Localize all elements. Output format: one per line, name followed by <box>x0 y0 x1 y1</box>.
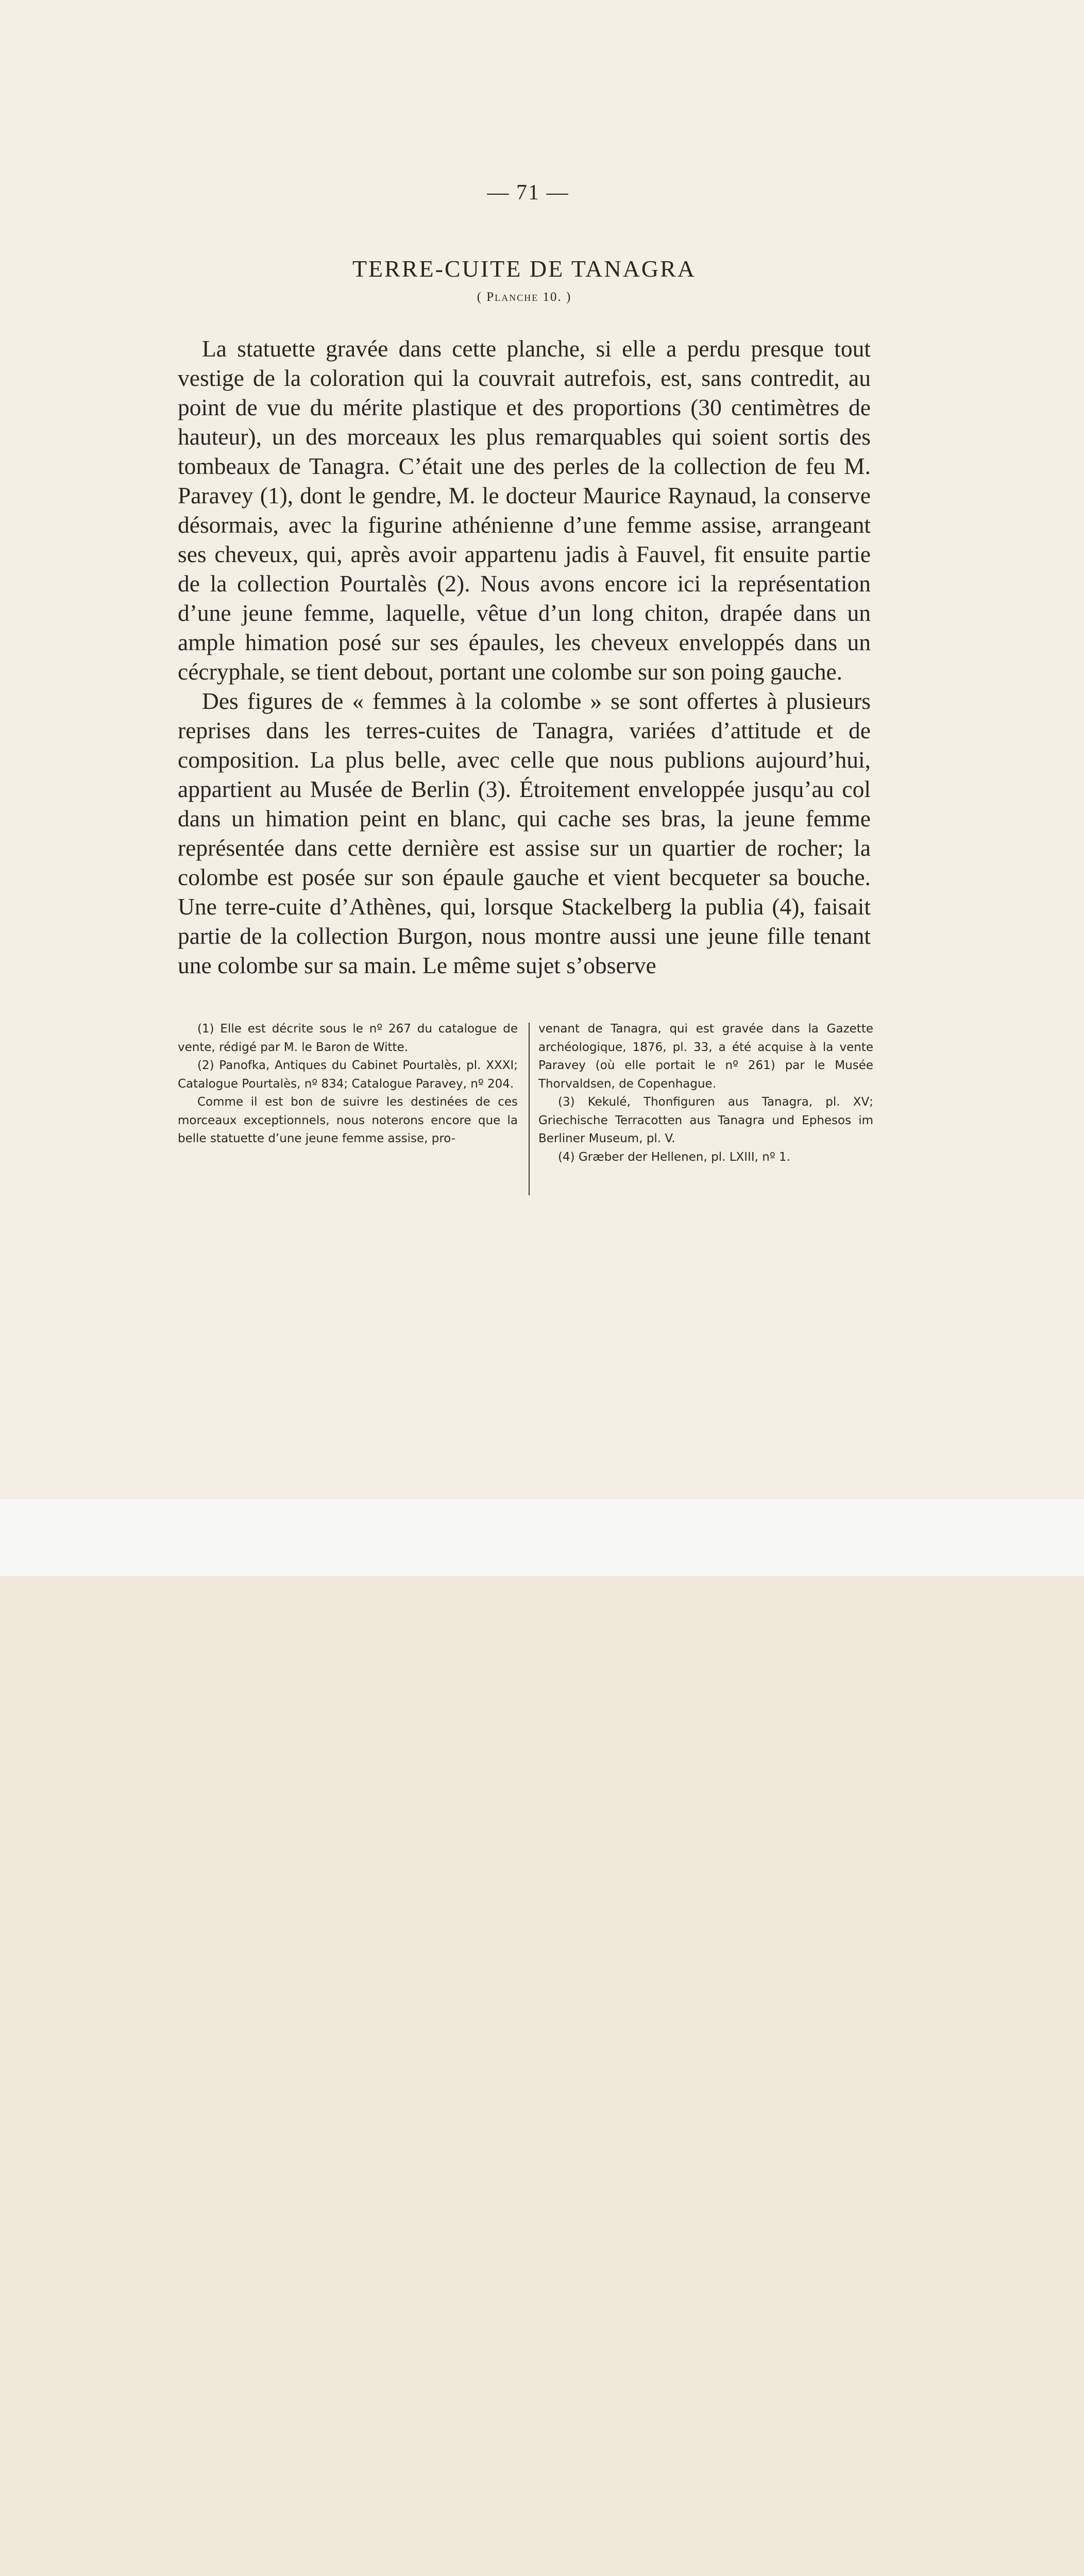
footnote-2-continued: Comme il est bon de suivre les destinées de ces morceaux exceptionnels, nous noterons encore que la belle statuette d’une jeune femme assise, pro- <box>178 1095 518 1145</box>
footnote-2: (2) Panofka, Antiques du Cabinet Pourtalès, pl. XXXI; Catalogue Pourtalès, nº 834; Catalogue Paravey, nº 204. <box>178 1059 518 1091</box>
footnote-2-end: venant de Tanagra, qui est gravée dans la Gazette archéologique, 1876, pl. 33, a été acquise à la vente Paravey (où elle portait le nº 261) par le Musée Thorvaldsen, de Copenhague. <box>538 1022 873 1091</box>
footnote-3: (3) Kekulé, Thonfiguren aus Tanagra, pl. XV; Griechische Terracotten aus Tanagra und Ephesos im Berliner Museum, pl. V. <box>538 1095 873 1145</box>
footnote-1: (1) Elle est décrite sous le nº 267 du catalogue de vente, rédigé par M. le Baron de Witte. <box>178 1022 518 1054</box>
body-paragraph-1: La statuette gravée dans cette planche, si elle a perdu presque tout vestige de la coloration qui la couvrait autrefois, est, sans contredit, au point de vue du mérite plastique et des proportions (30 centimètres de hauteur), un des morceaux les plus remarquables qui soient sortis des tombeaux de Tanagra. C’était une des perles de la collection de feu M. Paravey (1), dont le gendre, M. le docteur Maurice Raynaud, la conserve désormais, avec la figurine athénienne d’une femme assise, arrangeant ses cheveux, qui, après avoir appartenu jadis à Fauvel, fit ensuite partie de la collection Pourtalès (2). Nous avons encore ici la représentation d’une jeune femme, laquelle, vêtue d’un long chiton, drapée dans un ample himation posé sur ses épaules, les cheveux enveloppés dans un cécryphale, se tient debout, portant une colombe sur son poing gauche. <box>178 335 871 685</box>
footnote-4: (4) Græber der Hellenen, pl. LXIII, nº 1. <box>558 1150 790 1164</box>
body-paragraph-2: Des figures de « femmes à la colombe » se sont offertes à plusieurs reprises dans les terres-cuites de Tanagra, variées d’attitude et de composition. La plus belle, avec celle que nous publions aujourd’hui, appartient au Musée de Berlin (3). Étroitement enveloppée jusqu’au col dans un himation peint en blanc, qui cache ses bras, la jeune femme représentée dans cette dernière est assise sur un quartier de rocher; la colombe est posée sur son épaule gauche et vient becqueter sa bouche. Une terre-cuite d’Athènes, qui, lorsque Stackelberg la publia (4), faisait partie de la collection Burgon, nous montre aussi une jeune fille tenant une colombe sur sa main. Le même sujet s’observe <box>178 688 871 978</box>
column-divider <box>529 1023 530 1195</box>
article-body <box>178 334 871 980</box>
article-title: TERRE-CUITE DE TANAGRA <box>352 256 697 282</box>
page-number: — 71 — <box>487 181 569 205</box>
plate-reference: ( Planche 10. ) <box>477 290 572 304</box>
footnotes-right-column <box>538 1020 873 1166</box>
footnotes-left-column <box>178 1020 518 1148</box>
library-footer <box>0 1499 1084 1576</box>
